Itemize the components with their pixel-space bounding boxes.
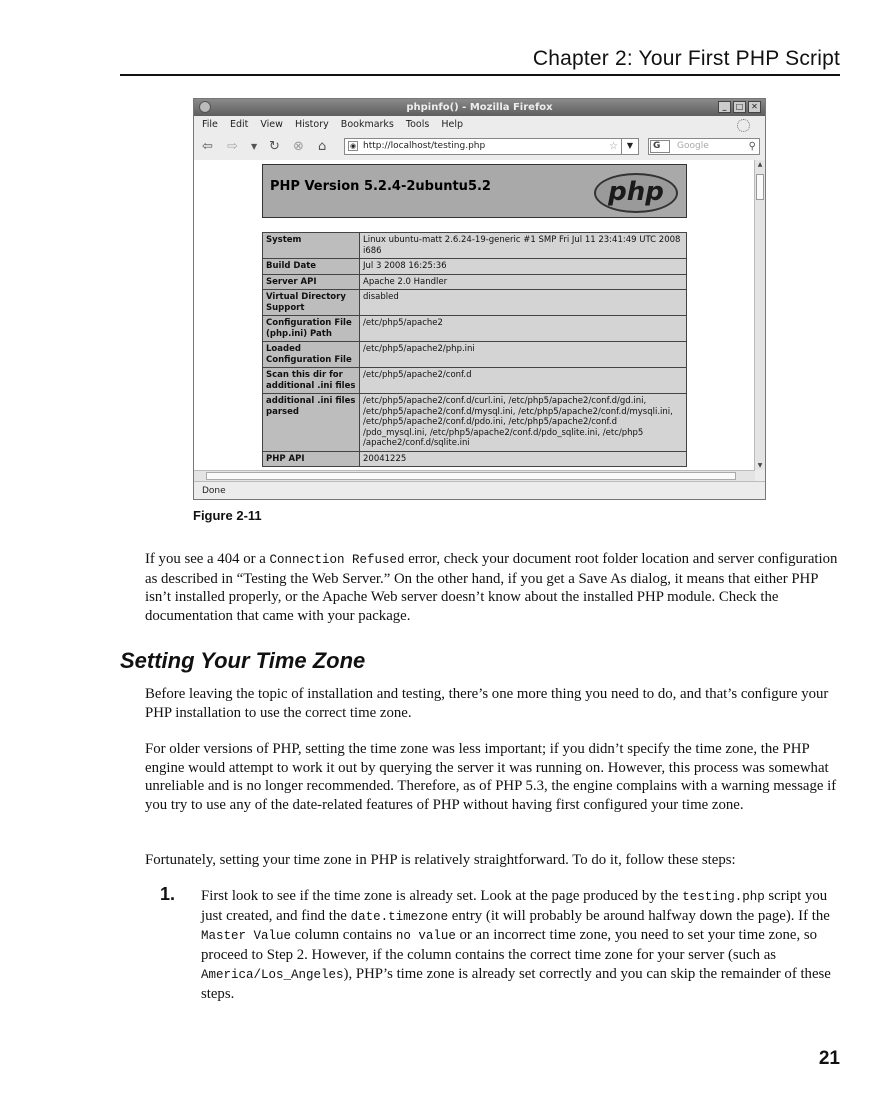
inline-code: America/Los_Angeles: [201, 967, 344, 982]
step-1-text: [201, 887, 841, 1003]
text: script you just created, and find the: [201, 888, 828, 924]
menu-bookmarks[interactable]: Bookmarks: [340, 119, 394, 130]
search-engine-icon[interactable]: G: [650, 140, 670, 153]
reload-icon[interactable]: ↻: [269, 139, 280, 154]
row-value: Jul 3 2008 16:25:36: [360, 259, 687, 275]
page-number: 21: [818, 1048, 840, 1069]
row-value: /etc/php5/apache2: [360, 316, 687, 342]
throbber-icon: [737, 119, 750, 132]
site-identity-icon[interactable]: ◉: [349, 142, 357, 150]
window-menu-icon[interactable]: [199, 101, 211, 113]
horizontal-scrollbar[interactable]: [194, 470, 755, 481]
url-text: http://localhost/testing.php: [363, 141, 486, 151]
menu-view[interactable]: View: [260, 119, 283, 130]
bookmark-star-icon[interactable]: ☆: [609, 141, 618, 152]
paragraph-404-error: [145, 550, 840, 626]
back-icon[interactable]: ⇦: [202, 139, 213, 154]
row-key: Build Date: [263, 259, 360, 275]
status-text: Done: [202, 486, 226, 496]
minimize-icon[interactable]: _: [718, 101, 731, 113]
row-value: /etc/php5/apache2/conf.d: [360, 368, 687, 394]
table-row: [263, 342, 687, 368]
browser-screenshot-figure: [193, 98, 766, 500]
section-heading: Setting Your Time Zone: [120, 648, 366, 673]
url-bar[interactable]: [344, 138, 639, 155]
vertical-scrollbar[interactable]: [754, 160, 765, 470]
menu-bar: [194, 116, 765, 134]
table-row: [263, 368, 687, 394]
running-header: Chapter 2: Your First PHP Script: [120, 44, 840, 76]
inline-code: Connection Refused: [269, 553, 405, 567]
table-row: [263, 274, 687, 290]
paragraph-steps-intro: Fortunately, setting your time zone in PHP is relatively straightforward. To do it, follow these steps:: [145, 852, 736, 868]
search-bar[interactable]: [648, 138, 760, 155]
php-version-title: PHP Version 5.2.4-2ubuntu5.2: [270, 179, 491, 194]
row-value: /etc/php5/apache2/php.ini: [360, 342, 687, 368]
vertical-scroll-thumb[interactable]: [756, 174, 764, 200]
text: or an incorrect time zone, you need to set your time zone, so proceed to Step 2. However, if the column contains the correct time zone for your server (such as: [201, 927, 818, 964]
table-row: [263, 451, 687, 467]
row-key: Virtual Directory Support: [263, 290, 360, 316]
table-row: [263, 394, 687, 452]
inline-code: Master Value: [201, 929, 292, 944]
menu-tools[interactable]: Tools: [405, 119, 430, 130]
table-row: [263, 233, 687, 259]
window-title: phpinfo() - Mozilla Firefox: [406, 102, 553, 113]
text: entry (it will probably be around halfway down the page). If the: [448, 907, 830, 924]
row-key: PHP API: [263, 451, 360, 467]
row-value: /etc/php5/apache2/conf.d/curl.ini, /etc/php5/apache2/conf.d/gd.ini, /etc/php5/apache2/conf.d/mysql.ini, /etc/php5/apache2/conf.d/mysqli.ini, /etc/php5/apache2/conf.d/pdo.ini, /etc/php5/apache2/conf.d /pdo_mysql.ini, /etc/php5/apache2/conf.d/pdo_sqlite.ini, /etc/php5 /apache2/conf.d/sqlite.ini: [360, 394, 687, 452]
step-number: 1.: [160, 884, 176, 904]
horizontal-scroll-thumb[interactable]: [206, 472, 736, 480]
row-key: Loaded Configuration File: [263, 342, 360, 368]
row-value: Linux ubuntu-matt 2.6.24-19-generic #1 SMP Fri Jul 11 23:41:49 UTC 2008 i686: [360, 233, 687, 259]
row-key: additional .ini files parsed: [263, 394, 360, 452]
table-row: [263, 290, 687, 316]
history-dropdown-icon[interactable]: ▼: [251, 142, 258, 151]
stop-icon[interactable]: ⊗: [293, 139, 304, 154]
scroll-down-icon[interactable]: ▼: [757, 462, 763, 469]
paragraph-intro: Before leaving the topic of installation and testing, there’s one more thing you need to do, and that’s configure your PHP installation to use the correct time zone.: [145, 686, 829, 721]
table-row: [263, 259, 687, 275]
text: ), PHP’s time zone is already set correctly and you can skip the remainder of these steps.: [201, 965, 831, 1002]
menu-help[interactable]: Help: [441, 119, 464, 130]
text: First look to see if the time zone is already set. Look at the page produced by the: [201, 888, 683, 904]
menu-edit[interactable]: Edit: [229, 119, 249, 130]
php-logo: php: [594, 173, 678, 213]
row-key: System: [263, 233, 360, 259]
menu-file[interactable]: File: [202, 119, 218, 130]
row-value: 20041225: [360, 451, 687, 467]
menu-history[interactable]: History: [294, 119, 329, 130]
url-dropdown-icon[interactable]: ▼: [621, 138, 638, 155]
close-icon[interactable]: ✕: [748, 101, 761, 113]
inline-code: testing.php: [682, 890, 765, 904]
php-version-banner: [262, 164, 687, 218]
scroll-up-icon[interactable]: ▲: [757, 161, 763, 168]
search-icon[interactable]: ⚲: [748, 141, 756, 152]
browser-title-bar: [194, 99, 765, 116]
table-row: [263, 316, 687, 342]
navigation-toolbar: [194, 134, 765, 161]
row-key: Configuration File (php.ini) Path: [263, 316, 360, 342]
figure-caption: Figure 2-11: [193, 508, 262, 523]
row-key: Scan this dir for additional .ini files: [263, 368, 360, 394]
home-icon[interactable]: ⌂: [318, 139, 327, 154]
phpinfo-table: [262, 232, 687, 467]
row-value: disabled: [360, 290, 687, 316]
page-content: [194, 160, 755, 470]
status-bar: [194, 481, 765, 500]
paragraph-older-versions: For older versions of PHP, setting the time zone was less important; if you didn’t specify the time zone, the PHP engine would attempt to work it out by querying the server it was running on. However, this process was somewhat unreliable and is no longer recommended. Therefore, as of PHP 5.3, the engine complains with a warning message if you try to use any of the date-related features of PHP without having first configured your time zone.: [145, 741, 837, 814]
text: If you see a 404 or a: [145, 551, 270, 567]
search-placeholder: Google: [677, 141, 709, 151]
text: error, check your document root folder location and server configuration as described in “Testing the Web Server.” On the other hand, if you get a Save As dialog, it means that either PHP isn’t installed properly, or the Apache Web server doesn’t know about the installed PHP module. Check the documentation that came with your package.: [145, 551, 838, 625]
inline-code: date.timezone: [350, 909, 449, 924]
inline-code: no value: [395, 929, 456, 944]
forward-icon[interactable]: ⇨: [227, 139, 238, 154]
text: column contains: [291, 927, 396, 944]
maximize-icon[interactable]: □: [733, 101, 746, 113]
row-value: Apache 2.0 Handler: [360, 274, 687, 290]
row-key: Server API: [263, 274, 360, 290]
